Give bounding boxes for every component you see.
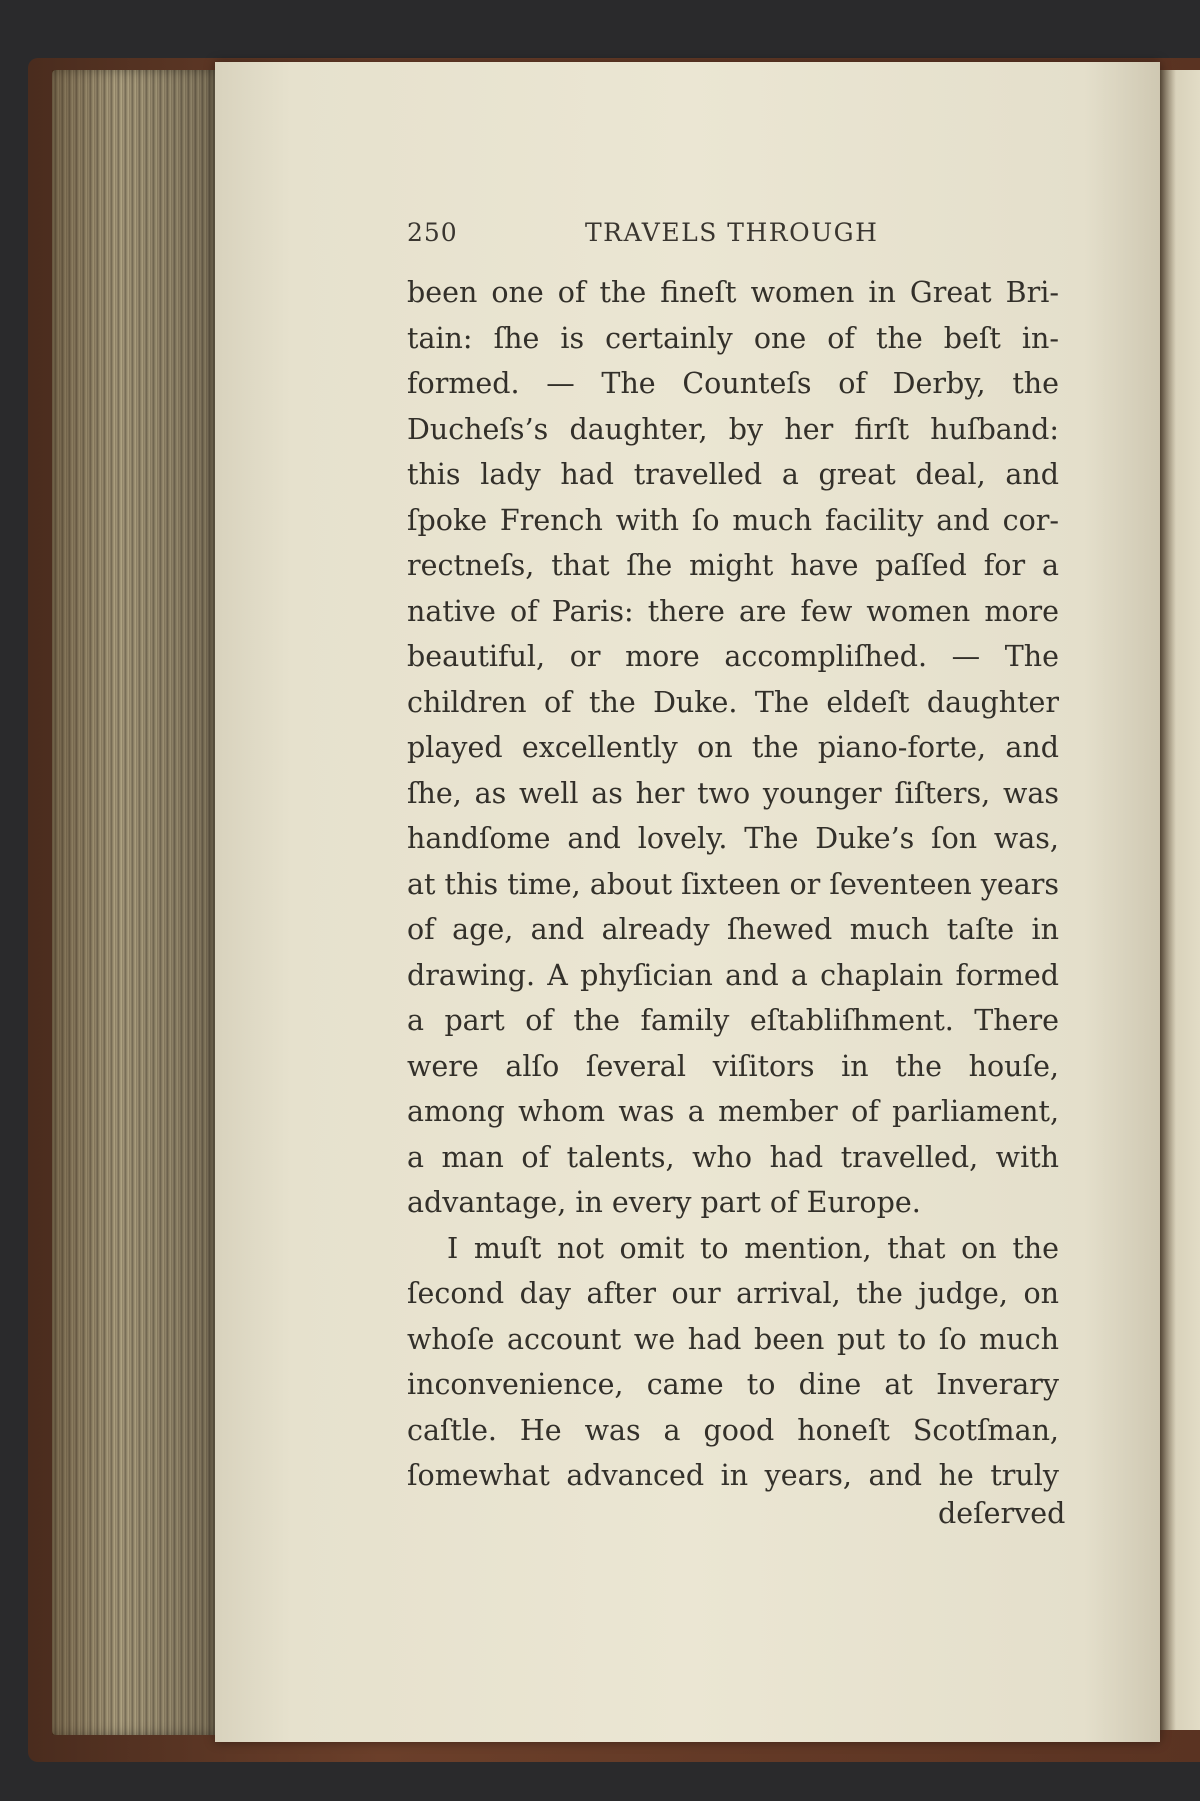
text-line: I muſt not omit to mention, that on the [447, 1231, 1059, 1265]
facing-page-edge [1160, 70, 1200, 1730]
text-line: rectneſs, that ſhe might have paſſed for a [407, 549, 1059, 582]
text-line: Ducheſs’s daughter, by her firſt huſband: [407, 412, 1059, 446]
text-line: ſpoke French with ſo much facility and cor- [407, 503, 1059, 537]
text-line: ſecond day after our arrival, the judge, on [407, 1277, 1059, 1310]
text-line: inconvenience, came to dine at Inverary [407, 1368, 1059, 1401]
text-line: tain: ſhe is certainly one of the beſt in- [407, 321, 1059, 355]
text-line: this lady had travelled a great deal, and [407, 458, 1059, 491]
text-line: were alſo ſeveral viſitors in the houſe, [407, 1049, 1059, 1083]
text-line: handſome and lovely. The Duke’s ſon was, [407, 822, 1059, 855]
running-head: TRAVELS THROUGH [585, 218, 879, 247]
text-line: been one of the fineſt women in Great Bri- [407, 276, 1059, 309]
text-line: of age, and already ſhewed much taſte in [407, 913, 1059, 946]
text-line: native of Paris: there are few women more [407, 594, 1059, 628]
text-line: children of the Duke. The eldeſt daughter [407, 685, 1059, 719]
text-line: at this time, about ſixteen or ſeventeen years [407, 867, 1059, 901]
page-edges [52, 70, 222, 1735]
text-line: whoſe account we had been put to ſo much [407, 1322, 1059, 1356]
text-line: formed. — The Counteſs of Derby, the [407, 367, 1059, 400]
page-header [407, 218, 1057, 254]
text-line: among whom was a member of parliament, [407, 1095, 1059, 1128]
text-line: a part of the family eſtabliſhment. There [407, 1004, 1059, 1037]
body-text [407, 270, 1059, 1499]
text-line: ſomewhat advanced in years, and he truly [407, 1459, 1059, 1492]
page-number: 250 [407, 218, 458, 247]
text-line: advantage, in every part of Europe. [407, 1186, 921, 1219]
text-line: ſhe, as well as her two younger ſiſters, was [407, 776, 1059, 810]
text-line: a man of talents, who had travelled, with [407, 1140, 1059, 1174]
text-line: played excellently on the piano-forte, and [407, 731, 1059, 764]
text-line: caſtle. He was a good honeſt Scotſman, [407, 1413, 1059, 1447]
text-line: drawing. A phyſician and a chaplain formed [407, 958, 1059, 992]
catchword: deſerved [938, 1497, 1066, 1530]
text-line: beautiful, or more accompliſhed. — The [407, 640, 1059, 673]
